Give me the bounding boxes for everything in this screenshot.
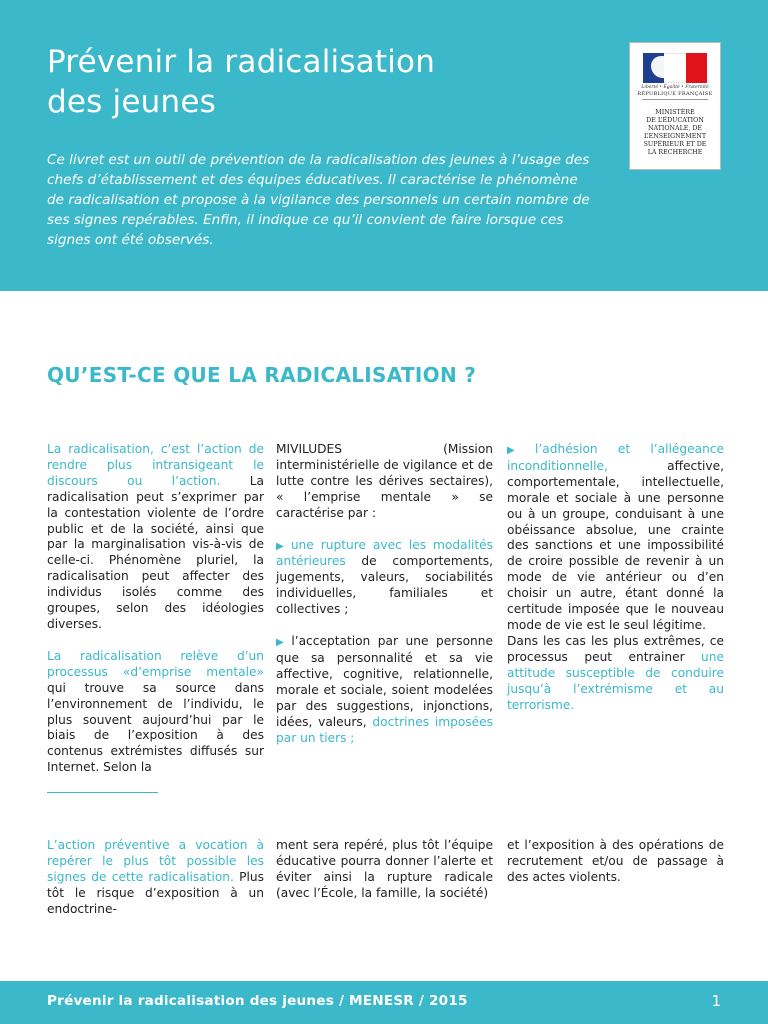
- logo-divider: [642, 99, 708, 100]
- col1-p1-text: La radicalisation peut s’exprimer par la contestation violente de l’ordre public et de la société, ainsi que par la marginalisation vis-à-vis de celle-ci. Phénomène pluriel, la radicalisation peut affecter des individus isolés comme des groupes, selon des idéologies diverses.: [47, 473, 264, 631]
- col2-bullet-2: [276, 634, 493, 746]
- title-line-1: Prévenir la radicalisation: [47, 44, 436, 80]
- intro-text: Ce livret est un outil de prévention de la radicalisation des jeunes à l’usage des chefs d’établissement et des équipes éducatives. Il caractérise le phénomène de radicalisation et propose à la vigilance des personnels un certain nombre de ses signes repérables. Enfin, il indique ce qu’il convient de faire lorsque ces signes ont été observés.: [47, 152, 590, 248]
- title-line-2: des jeunes: [47, 84, 216, 120]
- col2-b2-highlight: doctrines imposées par un tiers ;: [276, 714, 493, 745]
- column-2: [276, 442, 493, 762]
- col1-p2-text: qui trouve sa source dans l’environnement de l’individu, le plus souvent aujourd’hui par le biais de l’exposition à des contenus extrémistes diffusés sur Internet. Selon la: [47, 680, 264, 775]
- col2-b2-text: l’acceptation par une personne que sa personnalité et sa vie affective, cognitive, relationnelle, morale et sociale, soient modelées par des suggestions, injonctions, idées, valeurs,: [276, 634, 493, 729]
- col3-p2-highlight: une attitude susceptible de conduire jusqu’à l’extrémisme et au terrorisme.: [507, 649, 724, 712]
- col3-bullet-3: [507, 442, 724, 634]
- column-1: [47, 442, 264, 792]
- logo-ministry: MINISTÈRE DE L’ÉDUCATION NATIONALE, DE L’ENSEIGNEMENT SUPÉRIEUR ET DE LA RECHERCHE: [643, 109, 707, 156]
- arrow-right-icon: ▶: [276, 540, 287, 552]
- header-banner: [0, 0, 768, 291]
- col3-b3-text: affective, comportementale, intellectuelle, morale et sociale à une personne ou à un groupe, conduisant à une obéissance absolue, une crainte des sanctions et une impossibilité de croire possible de revenir à un mode de vie antérieur ou d’en choisir un autre, étant donné la certitude imposée que le nouveau mode de vie est le seul légitime.: [507, 458, 724, 632]
- arrow-right-icon: ▶: [507, 445, 532, 456]
- bottom-column-2: ment sera repéré, plus tôt l’équipe éducative pourra donner l’alerte et éviter ainsi la rupture radicale (avec l’École, la famille, la société): [276, 838, 493, 900]
- page-number: 1: [711, 992, 721, 1010]
- col1-p1-highlight: La radicalisation, c’est l’action de rendre plus intransigeant le discours ou l’action.: [47, 442, 264, 488]
- col3-b3-highlight: l’adhésion et l’allégeance inconditionnelle,: [507, 442, 724, 473]
- col2-bullet-1: [276, 538, 493, 619]
- col2-paragraph-1: MIVILUDES (Mission interministérielle de vigilance et de lutte contre les dérives sectaires), « l’emprise mentale » se caractérise par :: [276, 442, 493, 520]
- logo-motto: Liberté • Égalité • Fraternité: [641, 85, 709, 90]
- logo-republic: RÉPUBLIQUE FRANÇAISE: [637, 91, 713, 97]
- marianne-icon: [651, 56, 673, 78]
- col2-b1-highlight: une rupture avec les modalités antérieures: [276, 537, 493, 569]
- col3-p2-text: Dans les cas les plus extrêmes, ce processus peut entrainer: [507, 633, 724, 664]
- bottom-column-3: et l’exposition à des opérations de recrutement et/ou de passage à des actes violents.: [507, 838, 724, 884]
- section-title: QU’EST-CE QUE LA RADICALISATION ?: [47, 363, 477, 387]
- col1-paragraph-2: [47, 649, 264, 776]
- col1-paragraph-1: [47, 442, 264, 633]
- col1-p2-highlight: La radicalisation relève d’un processus «d’emprise mentale»: [47, 648, 264, 679]
- col2-b1-text: de comportements, jugements, valeurs, sociabilités individuelles, familiales et collectives ;: [276, 554, 493, 617]
- bottom-column-1: [47, 838, 264, 918]
- column-3: [507, 442, 724, 729]
- section-divider: [47, 792, 158, 793]
- arrow-right-icon: ▶: [276, 637, 288, 649]
- bottom-c1-text: Plus tôt le risque d’exposition à un endoctrine-: [47, 869, 264, 916]
- bottom-c1-highlight: L’action préventive a vocation à repérer le plus tôt possible les signes de cette radicalisation.: [47, 838, 264, 884]
- footer-title: Prévenir la radicalisation des jeunes / MENESR / 2015: [47, 993, 468, 1009]
- ministry-logo: [629, 42, 721, 170]
- page-title: [47, 42, 587, 122]
- footer-bar: [0, 981, 768, 1024]
- col3-paragraph-2: [507, 634, 724, 714]
